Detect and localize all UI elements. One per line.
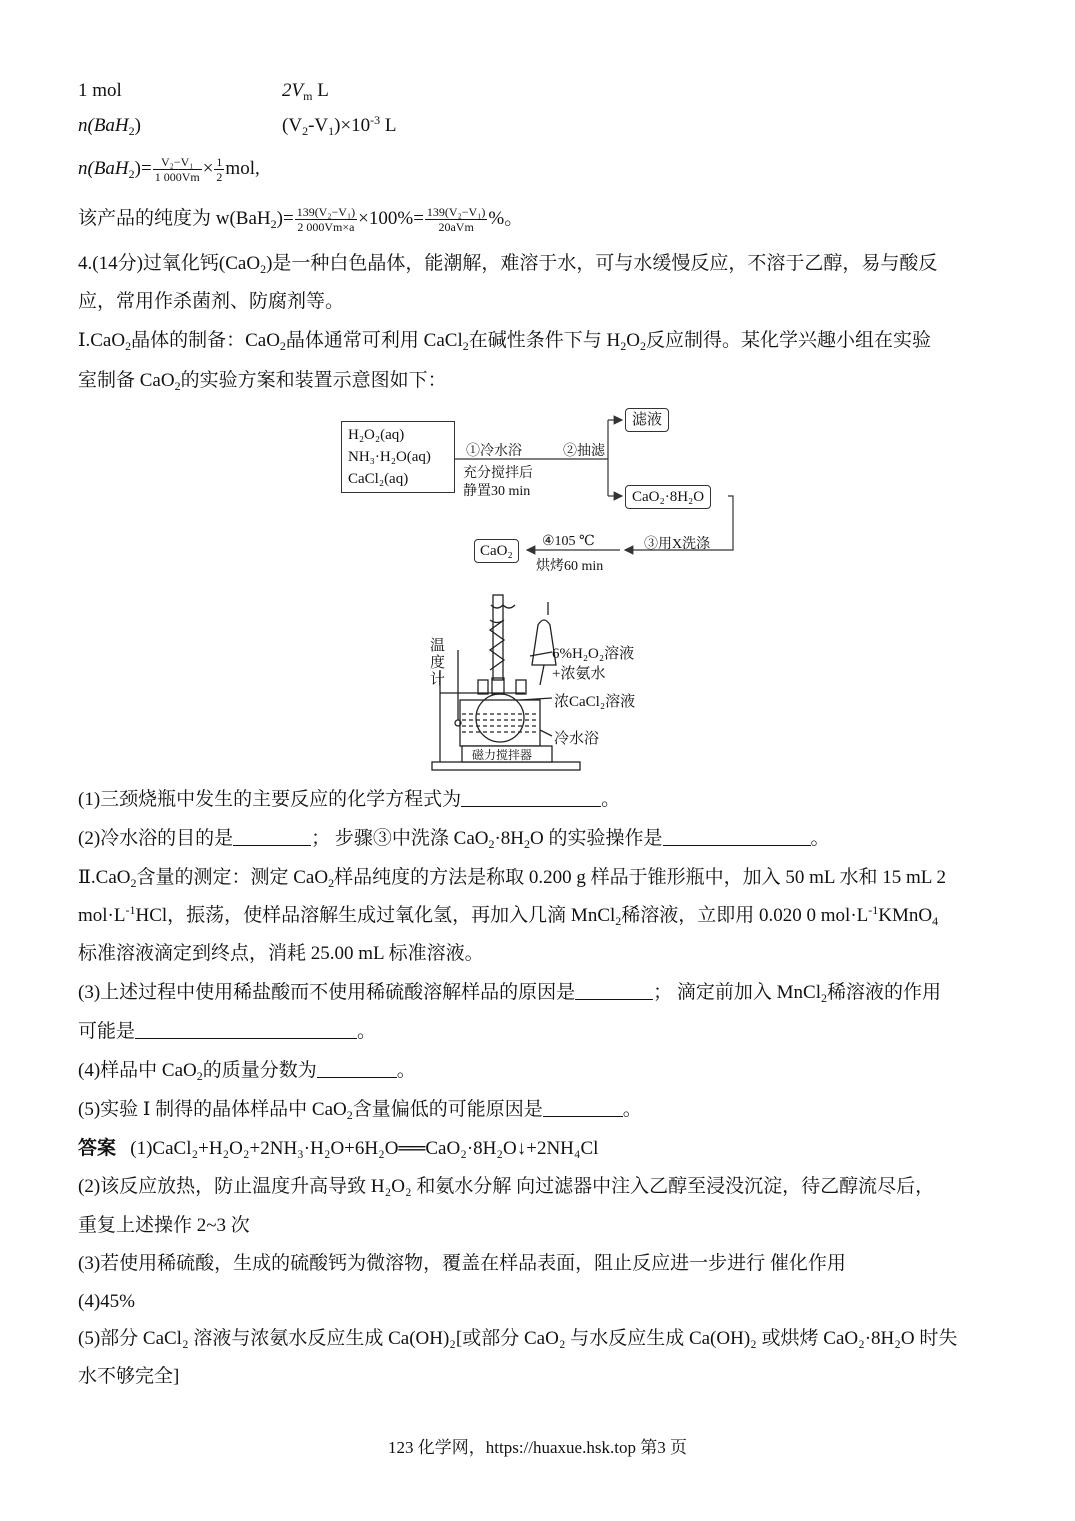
text: ×: [202, 157, 214, 179]
flow-step-1: ①冷水浴: [466, 444, 522, 459]
text: 的实验方案和装置示意图如下：: [180, 370, 447, 391]
answer-text: (5)部分 CaCl₂ 溶液与浓氨水反应生成 Ca(OH)₂[或部分 CaO₂ 与水反应生成 Ca(OH)₂ 或烘烤 CaO₂·8H₂O 时失: [78, 1328, 958, 1349]
text: 在碱性条件下与 H: [468, 330, 621, 351]
sub: 2: [639, 339, 646, 353]
sub: 2: [128, 124, 135, 138]
text: 4.(14分)过氧化钙(CaO: [78, 253, 261, 274]
calc-row1-left: 1 mol: [78, 80, 122, 101]
funnel-label: 6%H₂O₂溶液: [552, 646, 635, 662]
sup: -1: [125, 903, 136, 917]
answer-text: 水不够完全]: [78, 1366, 180, 1387]
flow-step-4-sub: 烘烤60 min: [536, 559, 604, 574]
q4-intro-1: [78, 251, 937, 277]
text: (1)三颈烧瓶中发生的主要反应的化学方程式为: [78, 789, 462, 810]
product-box: CaO₂: [474, 539, 519, 563]
sub: 2: [462, 339, 469, 353]
answer-5-line1: [78, 1326, 957, 1352]
text: 稀溶液的作用: [827, 982, 942, 1003]
answer-label: 答案: [78, 1138, 117, 1159]
text: ×100%=: [358, 207, 424, 229]
page-footer: 123 化学网，https://huaxue.hsk.top 第3 页: [388, 1438, 687, 1457]
text: 晶体通常可利用 CaCl: [285, 330, 463, 351]
text: mol,: [225, 157, 260, 179]
sub: 2: [346, 1108, 353, 1122]
filtrate-box: 滤液: [625, 408, 669, 432]
part2-line1: [78, 865, 946, 891]
sub: 2: [270, 216, 277, 231]
answer-blank[interactable]: [317, 1059, 397, 1078]
text: 标准溶液滴定到终点，消耗 25.00 mL 标准溶液。: [78, 943, 484, 964]
text: )×10: [334, 115, 371, 136]
answer-blank[interactable]: [461, 788, 601, 807]
question-3: [78, 980, 941, 1006]
sub: 2: [302, 124, 309, 138]
text: )=: [276, 207, 294, 229]
text: ； 滴定前加入 MnCl: [653, 982, 822, 1003]
sub: 2: [174, 379, 181, 393]
sub: 4: [932, 914, 939, 928]
sub: 2: [128, 166, 135, 181]
text: (3)上述过程中使用稀盐酸而不使用稀硫酸溶解样品的原因是: [78, 982, 576, 1003]
answer-text: (3)若使用稀硫酸，生成的硫酸钙为微溶物，覆盖在样品表面，阻止反应进一步进行 催化作用: [78, 1253, 846, 1274]
solid-box: CaO₂·8H₂O: [625, 485, 711, 509]
apparatus-diagram: [420, 590, 660, 775]
reagent-box: [341, 421, 455, 493]
question-5: [78, 1097, 642, 1123]
answer-text: 重复上述操作 2~3 次: [78, 1215, 250, 1236]
q4-part1-line2: [78, 368, 447, 394]
fraction-den: 2: [216, 170, 223, 184]
text: ； 步骤③中洗涤 CaO: [311, 828, 489, 849]
stirrer-label: 磁力搅拌器: [472, 748, 533, 762]
fraction-num: 139(V₂−V₁): [296, 205, 356, 219]
part2-line3: [78, 941, 484, 967]
answer-4: [78, 1289, 135, 1315]
apparatus-drawing: [420, 590, 660, 775]
q4-intro-2: [78, 289, 344, 315]
sub: 2: [488, 837, 495, 851]
text: L: [380, 115, 397, 136]
sup: -3: [370, 113, 381, 127]
calc-row-1: [78, 78, 122, 104]
fraction-half: [214, 155, 224, 184]
text: 。: [810, 828, 830, 849]
text: L: [312, 80, 329, 101]
fraction: [295, 205, 357, 234]
sub: 2: [615, 914, 622, 928]
text: 。: [357, 1021, 377, 1042]
text: 样品纯度的方法是称取 0.200 g 样品于锥形瓶中，加入 50 mL 水和 15 mL 2: [334, 867, 946, 888]
text: 。: [396, 1060, 416, 1081]
answer-5-line2: [78, 1364, 179, 1390]
text: )是一种白色晶体，能潮解，难溶于水，可与水缓慢反应，不溶于乙醇，易与酸反: [266, 253, 938, 274]
text: ): [134, 115, 141, 136]
answer-text: (1)CaCl₂+H₂O₂+2NH₃·H₂O+6H₂O══CaO₂·8H₂O↓+2NH₄Cl: [130, 1138, 599, 1159]
answer-2-line1: [78, 1174, 934, 1200]
text: mol·L: [78, 905, 126, 926]
sub: 1: [328, 124, 335, 138]
answer-blank[interactable]: [135, 1020, 357, 1039]
thermo-char: 温: [430, 638, 446, 654]
sub: m: [303, 89, 313, 103]
text: ·8H: [494, 828, 525, 849]
fraction-num: V₂−V₁: [153, 155, 202, 170]
text: 。: [622, 1099, 642, 1120]
text: 含量偏低的可能原因是: [352, 1099, 543, 1120]
text: Ⅰ.CaO: [78, 330, 126, 351]
question-2: [78, 826, 830, 852]
arrow-wash: [625, 496, 733, 550]
text: (2)冷水浴的目的是: [78, 828, 234, 849]
answer-text: (4)45%: [78, 1291, 135, 1312]
text: HCl，振荡，使样品溶解生成过氧化氢，再加入几滴 MnCl: [135, 905, 616, 926]
answer-blank[interactable]: [543, 1098, 623, 1117]
fraction-den: 20aVm: [438, 220, 474, 234]
text: 反应制得。某化学兴趣小组在实验: [645, 330, 931, 351]
fraction-den: 2 000Vm×a: [297, 220, 355, 234]
part2-line2: [78, 903, 938, 929]
question-3-line2: [78, 1019, 376, 1045]
answer-1: [78, 1136, 598, 1162]
sub: 2: [524, 837, 531, 851]
text: (4)样品中 CaO: [78, 1060, 197, 1081]
flow-step-1-sub1: 充分搅拌后: [463, 466, 533, 481]
flow-step-3: ③用X洗涤: [644, 537, 711, 552]
sub: 2: [328, 876, 335, 890]
question-4: [78, 1058, 416, 1084]
text: 应，常用作杀菌剂、防腐剂等。: [78, 291, 345, 312]
question-1: [78, 787, 620, 813]
sub: 2: [260, 262, 267, 276]
text: (V: [282, 115, 303, 136]
calc-row1-right: 2V: [282, 80, 304, 101]
text: )=: [134, 157, 152, 179]
answer-text: (2)该反应放热，防止温度升高导致 H₂O₂ 和氨水分解 向过滤器中注入乙醇至浸没沉淀，待乙醇流尽后，: [78, 1176, 935, 1197]
text: KMnO: [878, 905, 933, 926]
flow-step-4: ④105 ℃: [542, 534, 595, 549]
fraction-num: 139(V₂−V₁): [426, 205, 486, 219]
funnel-label-2: +浓氨水: [552, 666, 606, 682]
text: 的质量分数为: [202, 1060, 317, 1081]
text: (5)实验 Ⅰ 制得的晶体样品中 CaO: [78, 1099, 347, 1120]
answer-blank[interactable]: [663, 827, 811, 846]
calc-row-2-right: [282, 113, 397, 139]
text: -V: [308, 115, 329, 136]
answer-2-line2: [78, 1213, 250, 1239]
text: 。: [601, 789, 621, 810]
fraction: [425, 205, 487, 234]
fraction-num: 1: [216, 155, 223, 169]
thermo-char: 度: [430, 655, 446, 671]
sub: 2: [196, 1069, 203, 1083]
calc-row-3: [78, 155, 260, 184]
text: 该产品的纯度为 w(BaH: [78, 207, 271, 229]
calc-row-2: [78, 113, 141, 139]
sub: 2: [821, 991, 828, 1005]
text: n(BaH: [78, 157, 129, 179]
text: %。: [488, 207, 524, 229]
thermo-char: 计: [430, 672, 446, 688]
answer-blank[interactable]: [575, 981, 653, 1000]
calc-row-1-right: [282, 78, 329, 104]
calc-row2-left: n(BaH: [78, 115, 129, 136]
text: 可能是: [78, 1021, 136, 1042]
fraction-den: 1 000Vm: [154, 170, 200, 184]
answer-blank[interactable]: [233, 827, 311, 846]
text: O 的实验操作是: [530, 828, 663, 849]
reagent-1: H₂O₂(aq): [348, 427, 405, 443]
flow-step-1-sub2: 静置30 min: [463, 484, 531, 499]
text: 室制备 CaO: [78, 370, 175, 391]
thermometer-label: [430, 638, 445, 689]
reagent-3: CaCl₂(aq): [348, 471, 409, 487]
flow-step-2: ②抽滤: [563, 444, 605, 459]
text: 含量的测定：测定 CaO: [136, 867, 329, 888]
sub: 2: [130, 876, 137, 890]
sub: 2: [279, 339, 286, 353]
sup: -1: [868, 903, 879, 917]
fraction: [153, 155, 202, 184]
answer-3: [78, 1251, 846, 1277]
sub: 2: [620, 339, 627, 353]
text: O: [626, 330, 640, 351]
q4-part1-line1: [78, 328, 931, 354]
text: 稀溶液，立即用 0.020 0 mol·L: [621, 905, 869, 926]
calc-row-4: [78, 205, 523, 234]
sub: 2: [125, 339, 132, 353]
bath-label: 冷水浴: [554, 731, 600, 747]
flask-label: 浓CaCl₂溶液: [554, 694, 636, 710]
text: Ⅱ.CaO: [78, 867, 131, 888]
reagent-2: NH₃·H₂O(aq): [348, 449, 431, 465]
text: 晶体的制备：CaO: [131, 330, 280, 351]
